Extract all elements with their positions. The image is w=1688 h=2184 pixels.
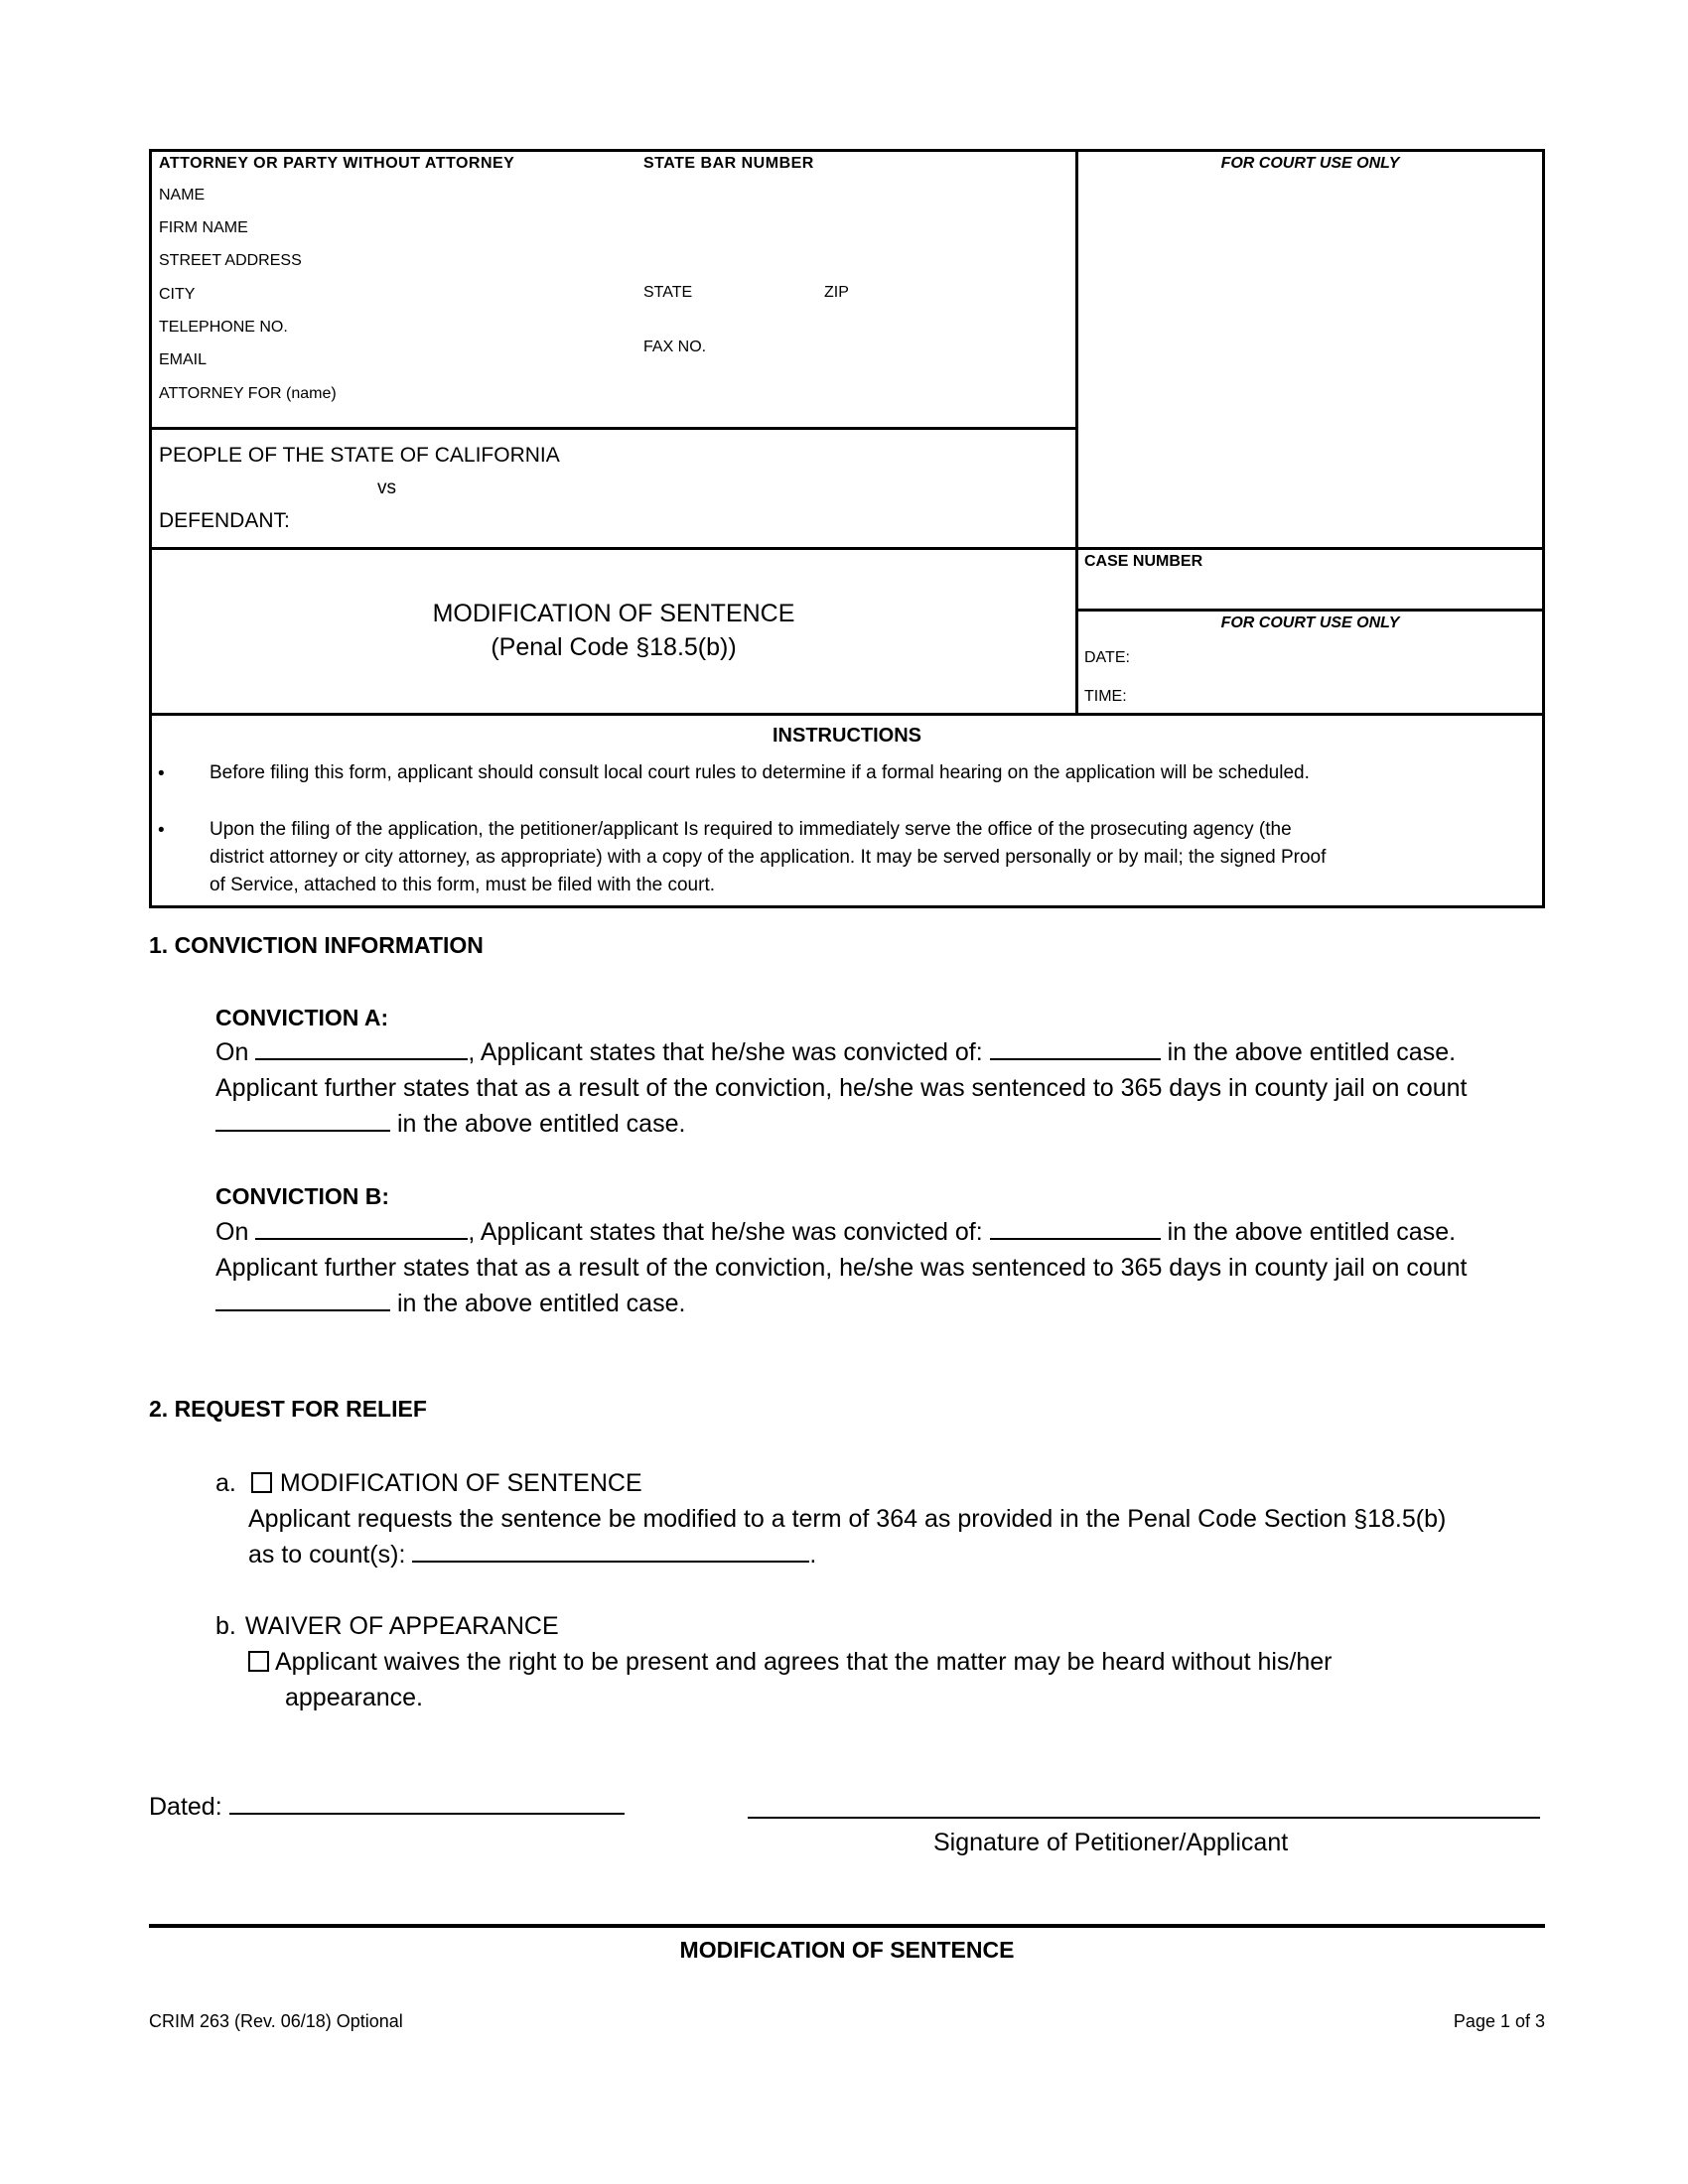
- conviction-b-line-3-text: in the above entitled case.: [396, 1290, 686, 1317]
- relief-b-text-line-1: [248, 1644, 1333, 1680]
- footer-rule: [149, 1924, 1545, 1928]
- instructions-box: [149, 713, 1545, 908]
- relief-a-label: MODIFICATION OF SENTENCE: [279, 1469, 642, 1497]
- signature-label: Signature of Petitioner/Applicant: [933, 1829, 1289, 1856]
- telephone-field[interactable]: TELEPHONE NO.: [159, 319, 288, 336]
- modification-checkbox[interactable]: [251, 1472, 272, 1493]
- relief-b-text: Applicant waives the right to be present and agrees that the matter may be heard without his/her: [275, 1648, 1333, 1676]
- attorney-for-field[interactable]: ATTORNEY FOR (name): [159, 385, 337, 402]
- court-use-label-top: FOR COURT USE ONLY: [1220, 155, 1400, 172]
- conviction-a-line-2: Applicant further states that as a result of the conviction, he/she was sentenced to 365 days in county jail on count: [215, 1074, 1468, 1102]
- section-1-heading: 1. CONVICTION INFORMATION: [149, 932, 484, 958]
- attorney-info-box: [149, 149, 1078, 430]
- dated-row: [149, 1789, 625, 1825]
- state-bar-label: STATE BAR NUMBER: [643, 155, 814, 172]
- relief-b-label: WAIVER OF APPEARANCE: [244, 1612, 559, 1640]
- zip-field[interactable]: ZIP: [824, 284, 849, 301]
- conviction-b-convicted-text: , Applicant states that he/she was convicted of:: [468, 1218, 983, 1246]
- bullet-2: •: [158, 820, 165, 841]
- instructions-heading: INSTRUCTIONS: [773, 725, 921, 747]
- conviction-a-convicted-text: , Applicant states that he/she was convicted of:: [468, 1038, 983, 1066]
- conviction-b-line-1: [215, 1214, 1456, 1250]
- court-use-box-top: [1075, 149, 1545, 550]
- conviction-a-offense-input[interactable]: [990, 1034, 1161, 1060]
- firm-name-field[interactable]: FIRM NAME: [159, 219, 248, 236]
- relief-a-row: [215, 1465, 642, 1501]
- footer-title: MODIFICATION OF SENTENCE: [679, 1937, 1015, 1963]
- instruction-item-2-line-3: of Service, attached to this form, must be filed with the court.: [210, 875, 716, 895]
- title-box: [149, 547, 1078, 716]
- date-field[interactable]: DATE:: [1084, 649, 1130, 666]
- dated-label: Dated:: [149, 1793, 222, 1821]
- conviction-a-label: CONVICTION A:: [215, 1005, 389, 1030]
- parties-box: [149, 427, 1078, 550]
- conviction-a-line-3: [215, 1106, 685, 1142]
- instruction-item-1: Before filing this form, applicant should consult local court rules to determine if a formal hearing on the application will be scheduled.: [210, 762, 1310, 783]
- email-field[interactable]: EMAIL: [159, 351, 208, 368]
- conviction-a-count-input[interactable]: [215, 1106, 390, 1132]
- conviction-a-entitled-text: in the above entitled case.: [1167, 1038, 1457, 1066]
- defendant-field[interactable]: DEFENDANT:: [159, 509, 290, 532]
- conviction-b-on: On: [215, 1218, 249, 1246]
- relief-a-marker: a.: [215, 1469, 236, 1497]
- conviction-b-line-3: [215, 1286, 685, 1321]
- conviction-a-date-input[interactable]: [255, 1034, 468, 1060]
- page-number: Page 1 of 3: [1453, 2011, 1545, 2031]
- street-address-field[interactable]: STREET ADDRESS: [159, 252, 302, 269]
- form-title: MODIFICATION OF SENTENCE: [432, 600, 795, 627]
- conviction-a-line-1: [215, 1034, 1456, 1070]
- conviction-b-line-2: Applicant further states that as a result of the conviction, he/she was sentenced to 365 days in county jail on count: [215, 1254, 1468, 1282]
- relief-b-row: [215, 1608, 559, 1644]
- conviction-b-count-input[interactable]: [215, 1286, 390, 1311]
- attorney-label: ATTORNEY OR PARTY WITHOUT ATTORNEY: [159, 155, 515, 172]
- dated-input[interactable]: [229, 1789, 625, 1815]
- relief-b-marker: b.: [215, 1612, 236, 1640]
- relief-a-counts-input[interactable]: [412, 1537, 809, 1563]
- instruction-item-2-line-1: Upon the filing of the application, the petitioner/applicant Is required to immediately serve the office of the prosecuting agency (the: [210, 819, 1292, 840]
- court-use-box-bottom: [1075, 609, 1545, 716]
- conviction-b-offense-input[interactable]: [990, 1214, 1161, 1240]
- vs-label: vs: [377, 478, 396, 498]
- instruction-item-2-line-2: district attorney or city attorney, as appropriate) with a copy of the application. It may be served personally or by mail; the signed Proof: [210, 847, 1327, 868]
- case-number-field[interactable]: CASE NUMBER: [1084, 553, 1203, 570]
- case-number-box: [1075, 547, 1545, 612]
- conviction-b-date-input[interactable]: [255, 1214, 468, 1240]
- conviction-a-line-3-text: in the above entitled case.: [396, 1110, 686, 1138]
- conviction-b-entitled-text: in the above entitled case.: [1167, 1218, 1457, 1246]
- form-id: CRIM 263 (Rev. 06/18) Optional: [149, 2011, 403, 2031]
- waiver-checkbox[interactable]: [248, 1651, 269, 1672]
- name-field[interactable]: NAME: [159, 187, 206, 204]
- court-use-label-bottom: FOR COURT USE ONLY: [1220, 614, 1400, 631]
- conviction-a-on: On: [215, 1038, 249, 1066]
- relief-a-text: Applicant requests the sentence be modified to a term of 364 as provided in the Penal Code Section §18.5(b): [248, 1505, 1447, 1533]
- relief-b-text-line-2: appearance.: [285, 1684, 424, 1711]
- signature-line[interactable]: [748, 1817, 1540, 1819]
- city-field[interactable]: CITY: [159, 286, 196, 303]
- section-2-heading: 2. REQUEST FOR RELIEF: [149, 1396, 427, 1422]
- relief-a-period: .: [809, 1541, 817, 1569]
- relief-a-counts-label: as to count(s):: [248, 1541, 406, 1569]
- time-field[interactable]: TIME:: [1084, 688, 1127, 705]
- conviction-b-label: CONVICTION B:: [215, 1183, 390, 1209]
- people-label: PEOPLE OF THE STATE OF CALIFORNIA: [159, 444, 560, 467]
- relief-a-counts-row: [248, 1537, 816, 1572]
- form-subtitle: (Penal Code §18.5(b)): [491, 633, 737, 661]
- state-field[interactable]: STATE: [643, 284, 693, 301]
- fax-field[interactable]: FAX NO.: [643, 339, 707, 355]
- bullet-1: •: [158, 763, 165, 784]
